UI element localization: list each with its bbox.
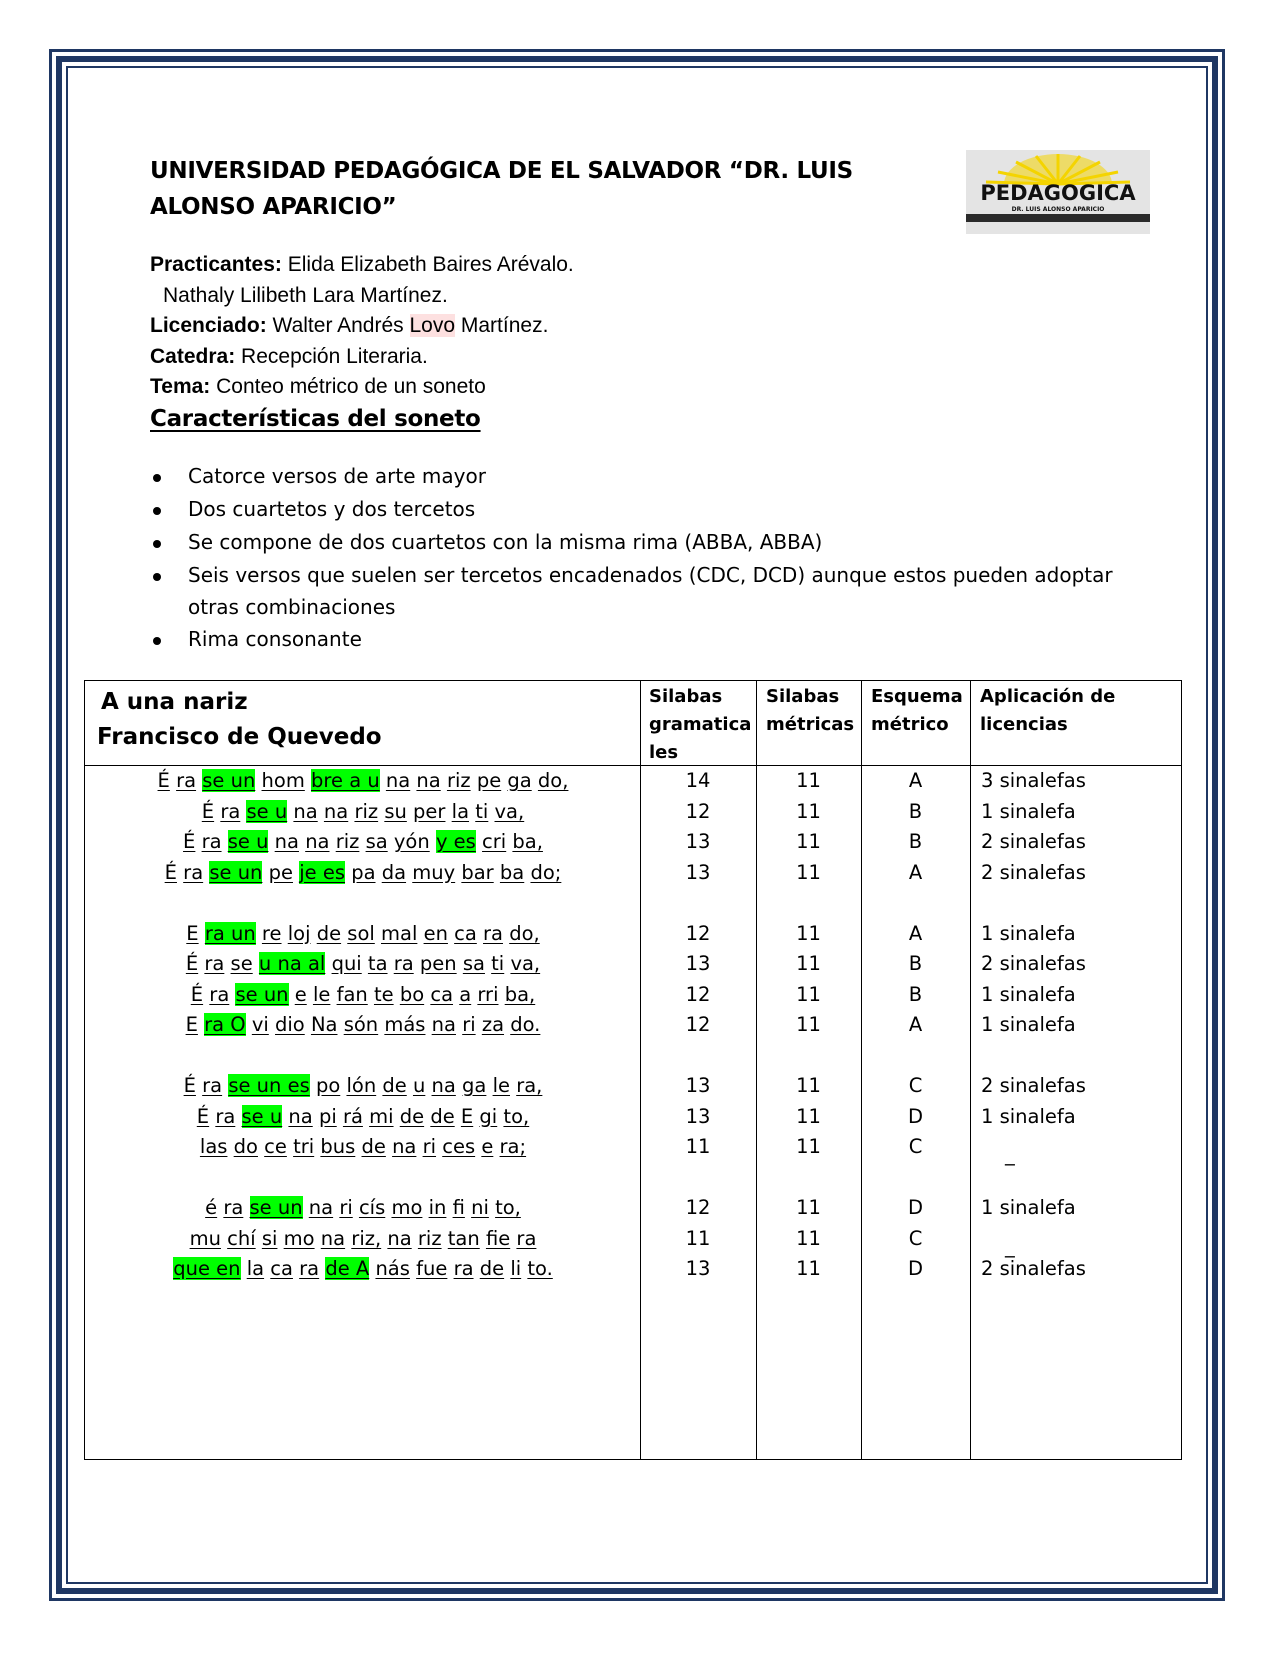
cell-esquema-metrico: C: [908, 1074, 923, 1097]
cell-silabas-gramaticales: 13: [685, 1257, 711, 1280]
sonnet-analysis-table: [84, 680, 1182, 1460]
syllable-sinalefa: se u: [241, 1104, 283, 1128]
syllable: lón: [346, 1074, 377, 1097]
syllable: bar: [461, 860, 494, 884]
syllable-sinalefa: bre a u: [311, 769, 380, 792]
syllable: dio: [275, 1013, 305, 1036]
syllable-sinalefa: je es: [299, 860, 345, 884]
list-item: Seis versos que suelen ser tercetos encadenados (CDC, DCD) aunque estos pueden adoptar otras combinaciones: [150, 559, 1130, 623]
syllable: ra,: [516, 1074, 543, 1097]
table-divider: [861, 681, 862, 1459]
cell-silabas-metricas: 11: [796, 921, 821, 945]
syllable-sinalefa: se un: [235, 982, 289, 1006]
syllable: le: [492, 1074, 510, 1097]
syllable: do,: [537, 769, 569, 792]
syllable: són: [343, 1013, 379, 1036]
cell-silabas-metricas: 11: [796, 860, 821, 884]
licenciado-name-marked: Lovo: [409, 314, 456, 337]
syllable-sinalefa: de A: [325, 1257, 370, 1280]
syllable: la: [246, 1257, 265, 1280]
syllable: É: [164, 860, 177, 884]
verse-line: [85, 800, 641, 823]
syllable: E: [186, 921, 199, 945]
cell-silabas-metricas: 11: [796, 769, 821, 792]
syllable: se: [230, 952, 253, 975]
logo-subtitle: DR. LUIS ALONSO APARICIO: [1011, 206, 1105, 213]
syllable: po: [315, 1074, 341, 1097]
syllable: loj: [287, 921, 311, 945]
syllable: ti: [475, 799, 489, 823]
syllable: za: [481, 1013, 505, 1036]
syllable: e: [294, 982, 307, 1006]
syllable: cri: [482, 830, 507, 853]
syllable: ra: [223, 1196, 244, 1219]
syllable: na: [387, 1226, 412, 1250]
syllable: ra: [483, 921, 503, 945]
syllable: chí: [227, 1226, 256, 1250]
cell-silabas-metricas: 11: [796, 1013, 821, 1036]
syllable: si: [261, 1226, 278, 1250]
cell-licencias: 2 sinalefas: [981, 1257, 1086, 1280]
syllable: bo: [399, 982, 425, 1006]
cell-silabas-gramaticales: 12: [685, 1196, 711, 1219]
syllable: ra;: [499, 1135, 527, 1158]
syllable: riz: [335, 830, 360, 853]
syllable: É: [183, 1074, 196, 1097]
syllable: ra: [393, 952, 414, 975]
syllable: su: [384, 799, 407, 823]
header-licencias: Aplicación de licencias: [980, 686, 1116, 735]
syllable: hom: [261, 769, 305, 792]
syllable: ni: [471, 1196, 489, 1219]
cell-licencias: 1 sinalefa: [981, 1013, 1076, 1036]
syllable: te: [373, 982, 394, 1006]
syllable: riz: [417, 1226, 442, 1250]
table-divider: [756, 681, 757, 1459]
tema-label: Tema:: [150, 375, 211, 398]
syllable: ra: [209, 982, 230, 1006]
syllable: É: [196, 1104, 210, 1128]
syllable: ra: [220, 799, 241, 823]
syllable: pe: [268, 860, 293, 884]
syllable: na: [288, 1104, 313, 1128]
syllable: ra: [215, 1104, 236, 1128]
syllable: re: [261, 921, 282, 945]
syllable: de: [382, 1074, 407, 1097]
practicante-1: Elida Elizabeth Baires Arévalo.: [287, 253, 574, 276]
table-divider: [970, 681, 971, 1459]
syllable: ba,: [504, 982, 536, 1006]
syllable: bus: [320, 1135, 356, 1158]
syllable: da: [381, 860, 407, 884]
syllable: do;: [530, 860, 562, 884]
verse-line: [85, 1196, 641, 1219]
cell-silabas-metricas: 11: [796, 799, 821, 823]
poem-author: Francisco de Quevedo: [97, 724, 382, 750]
syllable: ca: [430, 982, 454, 1006]
syllable: in: [428, 1196, 447, 1219]
cell-silabas-metricas: 11: [796, 952, 821, 975]
syllable: de: [479, 1257, 505, 1280]
syllable: na: [308, 1196, 334, 1219]
syllable: riz,: [351, 1226, 382, 1250]
syllable: a: [459, 982, 472, 1006]
syllable: na: [416, 769, 441, 792]
cell-silabas-gramaticales: 13: [685, 860, 711, 884]
syllable: de: [316, 921, 342, 945]
syllable: e: [481, 1135, 494, 1158]
syllable: le: [312, 982, 331, 1006]
syllable: fan: [336, 982, 368, 1006]
syllable: É: [183, 830, 196, 853]
syllable: na: [320, 1226, 346, 1250]
verse-line: [85, 1135, 641, 1158]
syllable: pe: [476, 769, 502, 792]
cell-silabas-gramaticales: 13: [685, 952, 711, 975]
cell-esquema-metrico: D: [907, 1257, 923, 1280]
cell-licencias: 1 sinalefa: [981, 1104, 1076, 1128]
syllable: de: [430, 1104, 455, 1128]
syllable: ce: [264, 1135, 287, 1158]
licenciado-name-last: Martínez.: [455, 314, 549, 337]
cell-licencias: 2 sinalefas: [981, 1074, 1086, 1097]
list-item: Catorce versos de arte mayor: [150, 460, 1130, 493]
syllable-sinalefa: ra un: [204, 921, 256, 945]
syllable: É: [157, 769, 170, 792]
syllable: na: [431, 1013, 456, 1036]
syllable: sa: [462, 952, 485, 975]
syllable: do: [233, 1135, 258, 1158]
syllable: E: [185, 1013, 198, 1036]
cell-silabas-gramaticales: 12: [685, 799, 711, 823]
cell-esquema-metrico: A: [908, 860, 923, 884]
syllable: ra: [299, 1257, 320, 1280]
syllable: Na: [310, 1013, 338, 1036]
syllable: E: [460, 1104, 474, 1128]
syllable: na: [392, 1135, 417, 1158]
syllable: to,: [495, 1196, 521, 1219]
cell-licencias: 2 sinalefas: [981, 860, 1086, 884]
cell-licencias: _: [1005, 1234, 1015, 1258]
syllable: ga: [462, 1074, 487, 1097]
syllable: las: [199, 1135, 228, 1158]
university-title: UNIVERSIDAD PEDAGÓGICA DE EL SALVADOR “DR. LUIS ALONSO APARICIO”: [150, 158, 853, 220]
syllable: ra: [183, 860, 204, 884]
syllable: gi: [479, 1104, 498, 1128]
verse-line: [85, 1074, 641, 1097]
syllable: ta: [367, 952, 388, 975]
syllable-sinalefa: se un: [249, 1196, 303, 1219]
cell-licencias: _: [1005, 1143, 1015, 1166]
cell-silabas-metricas: 11: [796, 1196, 821, 1219]
syllable: é: [205, 1196, 218, 1219]
cell-esquema-metrico: C: [908, 1226, 923, 1250]
syllable: en: [423, 921, 448, 945]
verse-line: [85, 922, 641, 945]
list-item: Dos cuartetos y dos tercetos: [150, 493, 1130, 526]
cell-esquema-metrico: B: [908, 952, 923, 975]
syllable: muy: [412, 860, 456, 884]
table-divider: [640, 681, 641, 1459]
syllable: do,: [509, 921, 540, 945]
syllable: ca: [454, 921, 477, 945]
university-logo: [966, 150, 1150, 234]
cell-licencias: 1 sinalefa: [981, 921, 1076, 945]
syllable: ra: [204, 952, 225, 975]
syllable: mi: [369, 1104, 394, 1128]
syllable-sinalefa: que en: [173, 1257, 241, 1280]
cell-licencias: 1 sinalefa: [981, 799, 1076, 823]
syllable: de: [399, 1104, 425, 1128]
syllable: na: [431, 1074, 456, 1097]
syllable: riz: [354, 799, 379, 823]
logo-wordmark: PEDAGOGICA: [980, 181, 1136, 205]
section-title: Características del soneto: [150, 406, 481, 432]
verse-line: [85, 983, 641, 1006]
verse-line: [85, 952, 641, 975]
syllable: pa: [351, 860, 376, 884]
syllable: ra: [453, 1257, 474, 1280]
cell-esquema-metrico: C: [908, 1135, 923, 1158]
syllable: ti: [491, 952, 505, 975]
cell-esquema-metrico: A: [908, 769, 923, 792]
cell-silabas-metricas: 11: [796, 830, 821, 853]
cell-esquema-metrico: D: [907, 1196, 923, 1219]
verse-line: [85, 769, 641, 792]
syllable: mo: [391, 1196, 423, 1219]
syllable: per: [413, 799, 446, 823]
syllable: más: [384, 1013, 426, 1036]
syllable: sol: [347, 921, 375, 945]
syllable: ga: [507, 769, 532, 792]
cell-silabas-gramaticales: 14: [685, 769, 711, 792]
cell-silabas-gramaticales: 12: [685, 1013, 711, 1036]
syllable: ra: [201, 830, 222, 853]
syllable: ra: [516, 1226, 537, 1250]
syllable: fi: [452, 1196, 465, 1219]
syllable: mal: [381, 921, 418, 945]
syllable: de: [361, 1135, 386, 1158]
syllable: sa: [365, 830, 388, 853]
syllable: fue: [416, 1257, 448, 1280]
syllable: rri: [477, 982, 499, 1006]
syllable: ba: [499, 860, 525, 884]
verse-line: [85, 830, 641, 853]
cell-esquema-metrico: B: [908, 982, 923, 1006]
syllable: qui: [331, 952, 362, 975]
header-metricas: Silabas métricas: [766, 686, 855, 735]
table-header-divider: [85, 765, 1181, 766]
cell-silabas-gramaticales: 11: [685, 1135, 711, 1158]
syllable: É: [185, 952, 199, 975]
syllable: na: [305, 830, 330, 853]
cell-silabas-gramaticales: 13: [685, 1074, 711, 1097]
cell-silabas-gramaticales: 12: [685, 982, 711, 1006]
cell-esquema-metrico: B: [908, 830, 923, 853]
cell-licencias: 2 sinalefas: [981, 952, 1086, 975]
cell-licencias: 1 sinalefa: [981, 982, 1076, 1006]
verse-line: [85, 1257, 641, 1280]
poem-title: A una nariz: [101, 689, 248, 715]
cell-silabas-metricas: 11: [796, 1226, 821, 1250]
cell-silabas-metricas: 11: [796, 1135, 821, 1158]
syllable: ca: [270, 1257, 293, 1280]
practicante-2: Nathaly Lilibeth Lara Martínez.: [163, 283, 448, 307]
syllable-sinalefa: y es: [435, 830, 476, 853]
syllable: É: [190, 982, 204, 1006]
syllable-sinalefa: u na al: [258, 952, 326, 975]
syllable: do.: [510, 1013, 541, 1036]
list-item: Rima consonante: [150, 623, 1130, 656]
syllable-sinalefa: se u: [246, 799, 288, 823]
cell-licencias: 1 sinalefa: [981, 1196, 1076, 1219]
verse-line: [85, 1227, 641, 1250]
syllable: u: [412, 1074, 426, 1097]
syllable: riz: [446, 769, 471, 792]
header-esquema: Esquema métrico: [871, 686, 963, 735]
syllable: to.: [527, 1257, 553, 1280]
cell-silabas-gramaticales: 13: [685, 1104, 711, 1128]
verse-line: [85, 861, 641, 884]
syllable: tan: [447, 1226, 480, 1250]
syllable: na: [385, 769, 411, 792]
verse-line: [85, 1105, 641, 1128]
characteristics-list: [150, 460, 1130, 656]
cell-silabas-metricas: 11: [796, 1104, 821, 1128]
cell-silabas-metricas: 11: [796, 982, 821, 1006]
header-gramaticales: Silabas gramatica les: [649, 686, 752, 763]
syllable: É: [201, 799, 215, 823]
syllable: na: [274, 830, 299, 853]
cell-esquema-metrico: A: [908, 921, 923, 945]
syllable: ri: [422, 1135, 437, 1158]
syllable: fie: [485, 1226, 511, 1250]
syllable: yón: [393, 830, 430, 853]
syllable: ba,: [512, 830, 543, 853]
cell-silabas-gramaticales: 12: [685, 921, 711, 945]
syllable: ces: [442, 1135, 476, 1158]
syllable: to,: [503, 1104, 530, 1128]
syllable: li: [510, 1257, 522, 1280]
list-item: Se compone de dos cuartetos con la misma rima (ABBA, ABBA): [150, 526, 1130, 559]
syllable: mu: [189, 1226, 221, 1250]
syllable: va,: [510, 952, 541, 975]
syllable: cís: [358, 1196, 386, 1219]
document-info: [150, 250, 574, 403]
tema-value: Conteo métrico de un soneto: [216, 375, 486, 398]
licenciado-name-first: Walter Andrés: [272, 314, 410, 337]
syllable: la: [451, 799, 470, 823]
cell-licencias: 3 sinalefas: [981, 769, 1086, 792]
syllable: mo: [283, 1226, 315, 1250]
syllable: va,: [494, 799, 525, 823]
cell-esquema-metrico: B: [908, 799, 923, 823]
syllable: na: [293, 799, 318, 823]
syllable: ri: [339, 1196, 353, 1219]
syllable: pi: [318, 1104, 337, 1128]
syllable: vi: [251, 1013, 269, 1036]
cell-silabas-metricas: 11: [796, 1074, 821, 1097]
syllable: ri: [462, 1013, 476, 1036]
cell-silabas-gramaticales: 13: [685, 830, 711, 853]
licenciado-label: Licenciado:: [150, 314, 267, 337]
syllable: pen: [419, 952, 457, 975]
syllable: rá: [342, 1104, 363, 1128]
cell-silabas-metricas: 11: [796, 1257, 821, 1280]
cell-licencias: 2 sinalefas: [981, 830, 1086, 853]
poem-header: [97, 685, 382, 755]
syllable: tri: [293, 1135, 315, 1158]
cell-esquema-metrico: D: [907, 1104, 923, 1128]
catedra-label: Catedra:: [150, 344, 236, 368]
verse-line: [85, 1013, 641, 1036]
syllable: nás: [375, 1257, 410, 1280]
syllable: na: [323, 799, 349, 823]
cell-silabas-gramaticales: 11: [685, 1226, 711, 1250]
syllable-sinalefa: se un: [202, 769, 256, 792]
syllable: ra: [202, 1074, 223, 1097]
syllable: ra: [176, 769, 197, 792]
catedra-value: Recepción Literaria.: [241, 344, 428, 368]
cell-esquema-metrico: A: [908, 1013, 923, 1036]
syllable-sinalefa: se un es: [228, 1074, 310, 1097]
syllable-sinalefa: se un: [209, 860, 263, 884]
practicantes-label: Practicantes:: [150, 253, 282, 276]
syllable-sinalefa: ra O: [204, 1013, 246, 1036]
syllable-sinalefa: se u: [227, 830, 269, 853]
